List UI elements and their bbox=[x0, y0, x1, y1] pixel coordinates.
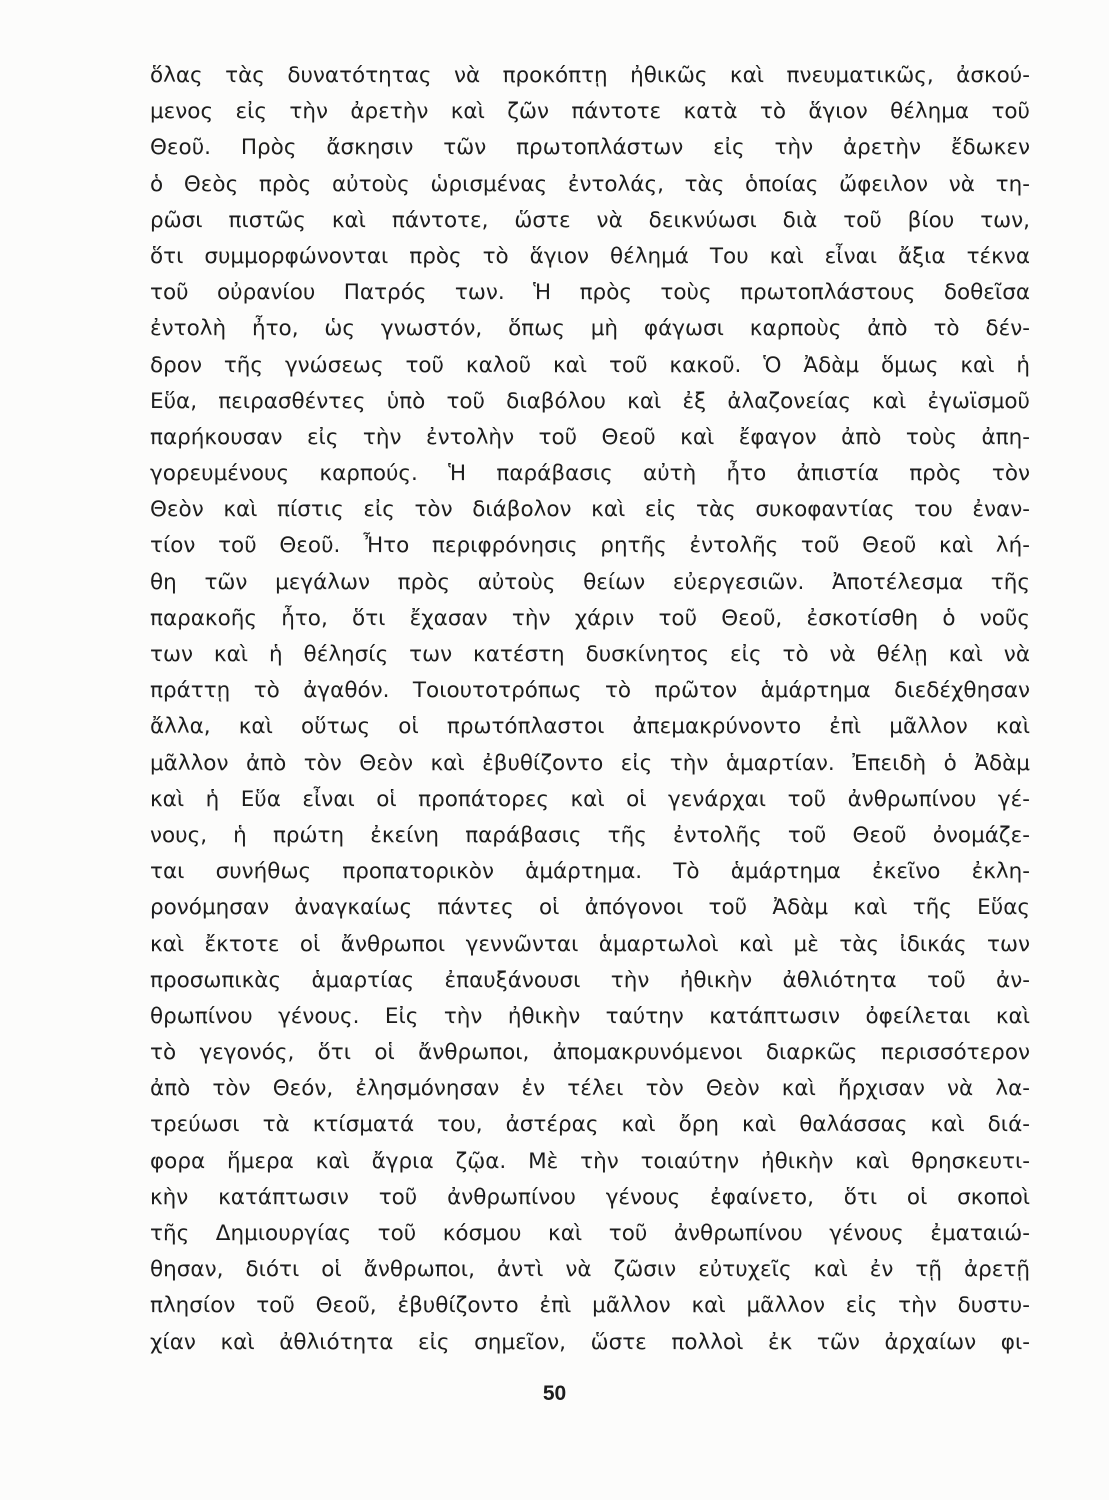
page-number: 50 bbox=[542, 1382, 567, 1405]
text-line-17: των καὶ ἡ θέλησίς των κατέστη δυσκίνητος εἰς τὸ νὰ θέλῃ καὶ νὰ bbox=[150, 642, 1030, 667]
text-line-26: προσωπικὰς ἁμαρτίας ἐπαυξάνουσι τὴν ἠθικὴν ἀθλιότητα τοῦ ἀν- bbox=[150, 967, 1030, 993]
text-line-24: ρονόμησαν ἀναγκαίως πάντες οἱ ἀπόγονοι τοῦ Ἀδὰμ καὶ τῆς Εὕας bbox=[150, 895, 1030, 921]
text-line-27: θρωπίνου γένους. Εἰς τὴν ἠθικὴν ταύτην κατάπτωσιν ὀφείλεται καὶ bbox=[150, 1003, 1030, 1029]
text-line-28: τὸ γεγονός, ὅτι οἱ ἄνθρωποι, ἀπομακρυνόμενοι διαρκῶς περισσότερον bbox=[150, 1040, 1030, 1066]
text-line-20: μᾶλλον ἀπὸ τὸν Θεὸν καὶ ἐβυθίζοντο εἰς τὴν ἁμαρτίαν. Ἐπειδὴ ὁ Ἀδὰμ bbox=[150, 750, 1030, 776]
text-line-23: ται συνήθως προπατορικὸν ἁμάρτημα. Τὸ ἁμάρτημα ἐκεῖνο ἐκλη- bbox=[150, 859, 1030, 885]
text-line-11: παρήκουσαν εἰς τὴν ἐντολὴν τοῦ Θεοῦ καὶ ἔφαγον ἀπὸ τοὺς ἀπη- bbox=[150, 424, 1030, 450]
text-line-9: δρον τῆς γνώσεως τοῦ καλοῦ καὶ τοῦ κακοῦ. Ὁ Ἀδὰμ ὅμως καὶ ἡ bbox=[150, 352, 1030, 378]
text-line-32: κὴν κατάπτωσιν τοῦ ἀνθρωπίνου γένους ἐφαίνετο, ὅτι οἱ σκοποὶ bbox=[150, 1184, 1030, 1210]
text-line-30: τρεύωσι τὰ κτίσματά του, ἀστέρας καὶ ὄρη καὶ θαλάσσας καὶ διά- bbox=[150, 1112, 1030, 1138]
text-line-25: καὶ ἔκτοτε οἱ ἄνθρωποι γεννῶνται ἁμαρτωλοὶ καὶ μὲ τὰς ἰδικάς των bbox=[150, 931, 1030, 957]
text-line-10: Εὕα, πειρασθέντες ὑπὸ τοῦ διαβόλου καὶ ἐξ ἀλαζονείας καὶ ἐγωϊσμοῦ bbox=[150, 388, 1030, 414]
text-line-33: τῆς Δημιουργίας τοῦ κόσμου καὶ τοῦ ἀνθρωπίνου γένους ἐματαιώ- bbox=[150, 1221, 1030, 1246]
text-line-36: χίαν καὶ ἀθλιότητα εἰς σημεῖον, ὥστε πολλοὶ ἐκ τῶν ἀρχαίων φι- bbox=[150, 1329, 1030, 1355]
text-line-6: ὅτι συμμορφώνονται πρὸς τὸ ἅγιον θέλημά Του καὶ εἶναι ἄξια τέκνα bbox=[150, 243, 1030, 269]
text-line-22: νους, ἡ πρώτη ἐκείνη παράβασις τῆς ἐντολῆς τοῦ Θεοῦ ὀνομάζε- bbox=[150, 822, 1030, 848]
text-line-8: ἐντολὴ ἦτο, ὡς γνωστόν, ὅπως μὴ φάγωσι καρποὺς ἀπὸ τὸ δέν- bbox=[150, 316, 1030, 342]
body-text bbox=[150, 58, 1030, 1361]
text-line-18: πράττῃ τὸ ἀγαθόν. Τοιουτοτρόπως τὸ πρῶτον ἁμάρτημα διεδέχθησαν bbox=[150, 678, 1030, 704]
text-line-5: ρῶσι πιστῶς καὶ πάντοτε, ὥστε νὰ δεικνύωσι διὰ τοῦ βίου των, bbox=[150, 207, 1030, 233]
text-line-14: τίον τοῦ Θεοῦ. Ἦτο περιφρόνησις ρητῆς ἐντολῆς τοῦ Θεοῦ καὶ λή- bbox=[150, 533, 1030, 559]
text-line-35: πλησίον τοῦ Θεοῦ, ἐβυθίζοντο ἐπὶ μᾶλλον καὶ μᾶλλον εἰς τὴν δυστυ- bbox=[150, 1293, 1030, 1319]
text-line-12: γορευμένους καρπούς. Ἡ παράβασις αὐτὴ ἦτο ἀπιστία πρὸς τὸν bbox=[150, 461, 1030, 487]
text-line-13: Θεὸν καὶ πίστις εἰς τὸν διάβολον καὶ εἰς τὰς συκοφαντίας του ἐναν- bbox=[150, 497, 1030, 523]
text-line-16: παρακοῆς ἦτο, ὅτι ἔχασαν τὴν χάριν τοῦ Θεοῦ, ἐσκοτίσθη ὁ νοῦς bbox=[150, 605, 1030, 631]
text-line-29: ἀπὸ τὸν Θεόν, ἐλησμόνησαν ἐν τέλει τὸν Θεὸν καὶ ἤρχισαν νὰ λα- bbox=[150, 1076, 1030, 1102]
text-line-4: ὁ Θεὸς πρὸς αὐτοὺς ὡρισμένας ἐντολάς, τὰς ὁποίας ὤφειλον νὰ τη- bbox=[150, 171, 1030, 197]
text-line-1: ὅλας τὰς δυνατότητας νὰ προκόπτῃ ἠθικῶς καὶ πνευματικῶς, ἀσκού- bbox=[150, 63, 1030, 88]
text-line-34: θησαν, διότι οἱ ἄνθρωποι, ἀντὶ νὰ ζῶσιν εὐτυχεῖς καὶ ἐν τῇ ἀρετῇ bbox=[150, 1257, 1030, 1283]
text-line-3: Θεοῦ. Πρὸς ἄσκησιν τῶν πρωτοπλάστων εἰς τὴν ἀρετὴν ἔδωκεν bbox=[150, 135, 1030, 161]
text-line-19: ἄλλα, καὶ οὕτως οἱ πρωτόπλαστοι ἀπεμακρύνοντο ἐπὶ μᾶλλον καὶ bbox=[150, 714, 1030, 740]
text-line-21: καὶ ἡ Εὕα εἶναι οἱ προπάτορες καὶ οἱ γενάρχαι τοῦ ἀνθρωπίνου γέ- bbox=[150, 786, 1030, 812]
text-line-31: φορα ἥμερα καὶ ἄγρια ζῷα. Μὲ τὴν τοιαύτην ἠθικὴν καὶ θρησκευτι- bbox=[150, 1148, 1030, 1174]
text-line-2: μενος εἰς τὴν ἀρετὴν καὶ ζῶν πάντοτε κατὰ τὸ ἅγιον θέλημα τοῦ bbox=[150, 99, 1030, 125]
text-line-7: τοῦ οὐρανίου Πατρός των. Ἡ πρὸς τοὺς πρωτοπλάστους δοθεῖσα bbox=[150, 280, 1030, 306]
text-line-15: θη τῶν μεγάλων πρὸς αὐτοὺς θείων εὐεργεσιῶν. Ἀποτέλεσμα τῆς bbox=[150, 569, 1030, 595]
